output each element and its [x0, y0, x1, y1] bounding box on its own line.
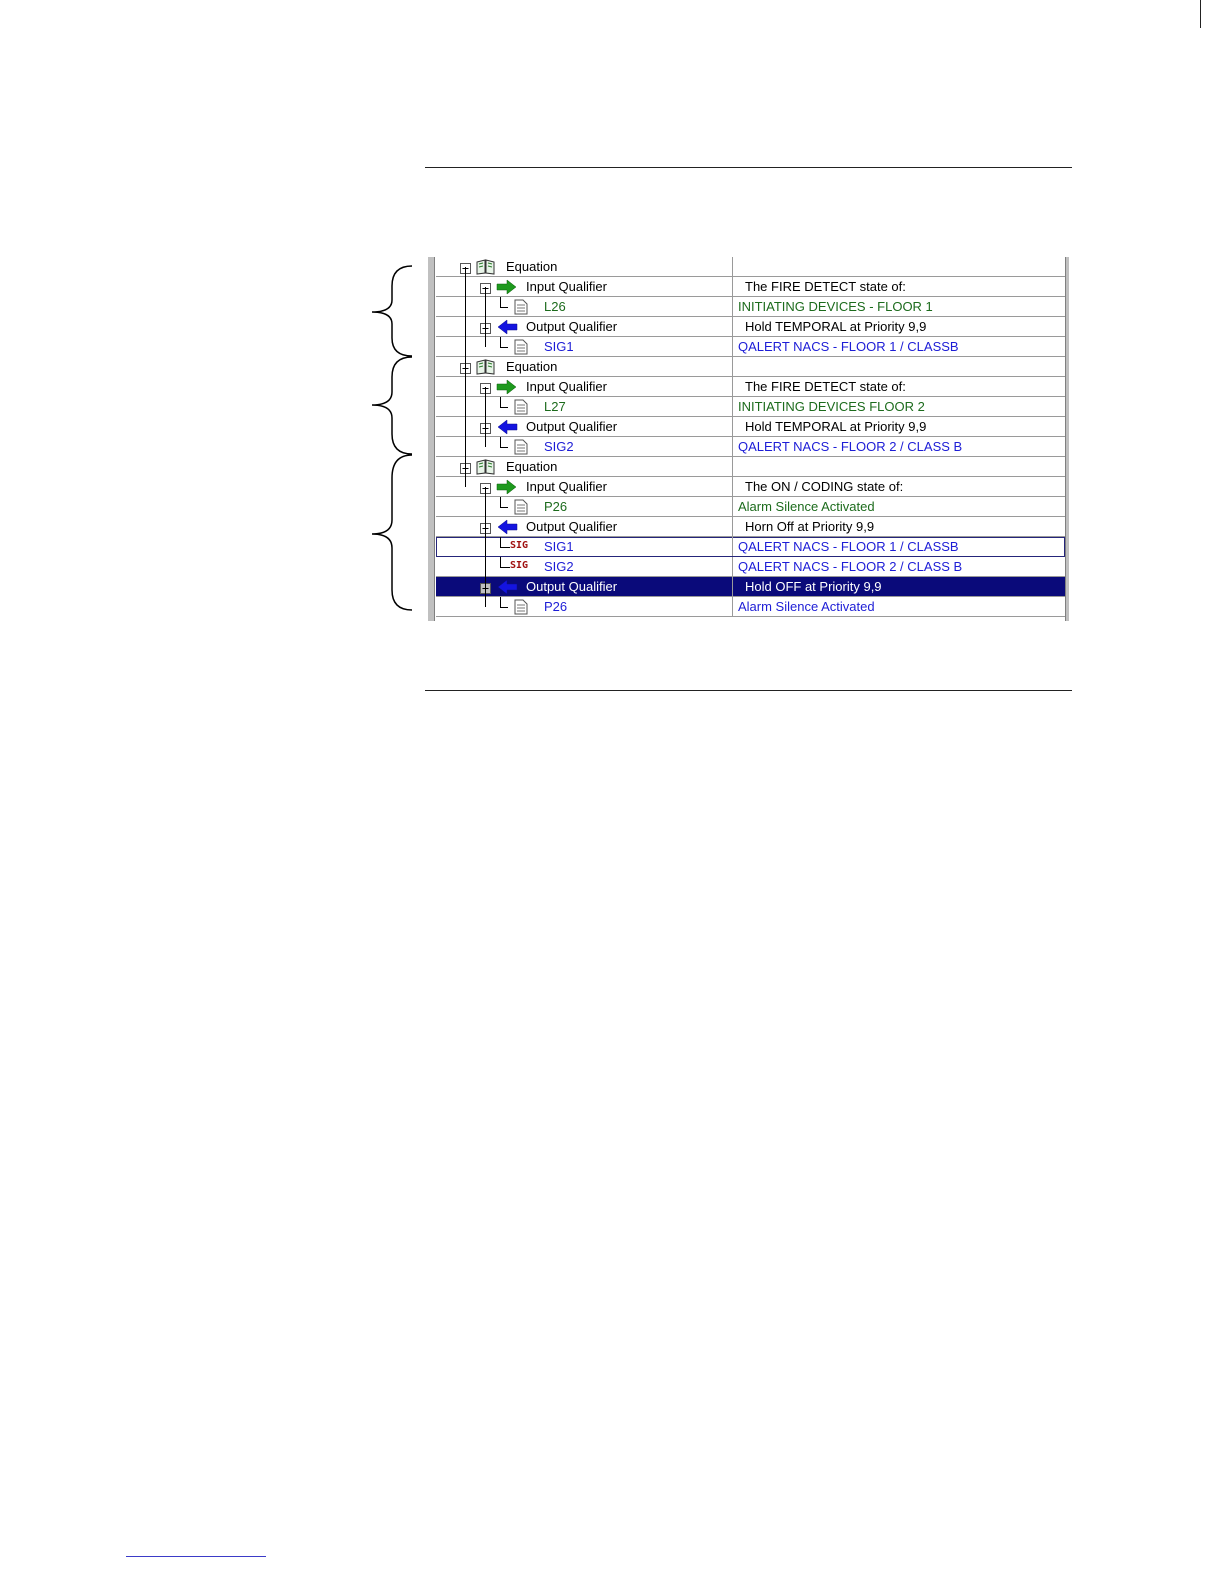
tree-row-label-cell[interactable] — [436, 517, 733, 536]
tree-row-label-cell[interactable] — [436, 257, 733, 276]
tree-row-value-cell: QALERT NACS - FLOOR 1 / CLASSB — [738, 539, 959, 554]
tree-row[interactable] — [436, 577, 1065, 597]
tree-row-value-cell: QALERT NACS - FLOOR 2 / CLASS B — [738, 559, 963, 574]
tree-node-label: SIG2 — [544, 559, 574, 574]
tree-row-label-cell[interactable] — [436, 597, 733, 616]
tree-guide-line — [485, 287, 486, 347]
tree-row-label-cell[interactable] — [436, 457, 733, 476]
brace-group-3 — [372, 455, 412, 610]
tree-row-label-cell[interactable] — [436, 557, 733, 576]
footer-rule — [126, 1556, 266, 1557]
tree-row-label-cell[interactable] — [436, 397, 733, 416]
tree-node-label: Input Qualifier — [526, 479, 607, 494]
tree-row[interactable] — [436, 397, 1065, 417]
tree-row-label-cell[interactable] — [436, 277, 733, 296]
tree-row-value-cell — [735, 257, 1068, 276]
tree-row[interactable] — [436, 557, 1065, 577]
tree-row-value-cell: QALERT NACS - FLOOR 1 / CLASSB — [738, 339, 959, 354]
tree-row[interactable] — [436, 457, 1065, 477]
brace-group-2 — [372, 357, 412, 454]
tree-row[interactable] — [436, 497, 1065, 517]
tree-node-label: L26 — [544, 299, 566, 314]
tree-guide-line — [485, 387, 486, 447]
tree-row[interactable] — [436, 357, 1065, 377]
tree-node-label: SIG1 — [544, 339, 574, 354]
tree-row-value-cell: Alarm Silence Activated — [738, 599, 875, 614]
tree-row[interactable] — [436, 277, 1065, 297]
tree-node-label: Output Qualifier — [526, 319, 618, 334]
sig-icon: SIG — [510, 560, 529, 571]
brace-group-1 — [372, 266, 412, 356]
tree-node-label: Output Qualifier — [526, 519, 618, 534]
tree-node-label: SIG1 — [544, 539, 574, 554]
tree-row-label-cell[interactable] — [436, 417, 733, 436]
tree-row-value-cell: Hold TEMPORAL at Priority 9,9 — [745, 419, 927, 434]
tree-guide-line — [465, 267, 466, 487]
tree-row-label-cell[interactable] — [436, 337, 733, 356]
tree-guide-line — [485, 487, 486, 607]
tree-node-label: Output Qualifier — [526, 579, 618, 594]
tree-row[interactable] — [436, 537, 1065, 557]
tree-node-label: Equation — [506, 359, 558, 374]
tree-node-label: Equation — [506, 459, 558, 474]
tree-row-label-cell[interactable] — [436, 377, 733, 396]
tree-row-value-cell — [735, 357, 1068, 376]
tree-row-value-cell: The FIRE DETECT state of: — [745, 379, 906, 394]
sig-icon: SIG — [510, 540, 529, 551]
tree-row[interactable] — [436, 477, 1065, 497]
tree-row[interactable] — [436, 517, 1065, 537]
tree-row[interactable] — [436, 297, 1065, 317]
tree-row-label-cell[interactable] — [436, 297, 733, 316]
tree-node-label: Input Qualifier — [526, 279, 607, 294]
tree-row-label-cell[interactable] — [436, 577, 733, 596]
tree-node-label: Output Qualifier — [526, 419, 618, 434]
tree-row-value-cell: Hold TEMPORAL at Priority 9,9 — [745, 319, 927, 334]
tree-row-label-cell[interactable] — [436, 477, 733, 496]
tree-row[interactable] — [436, 377, 1065, 397]
tree-node-label: SIG2 — [544, 439, 574, 454]
tree-row-value-cell — [735, 457, 1068, 476]
tree-row[interactable] — [436, 257, 1065, 277]
tree-row-value-cell: Horn Off at Priority 9,9 — [745, 519, 875, 534]
equation-tree-view[interactable] — [428, 257, 1070, 621]
tree-row-label-cell[interactable] — [436, 357, 733, 376]
tree-row-value-cell: QALERT NACS - FLOOR 2 / CLASS B — [738, 439, 963, 454]
tree-row-value-cell: The ON / CODING state of: — [745, 479, 904, 494]
tree-left-border — [428, 257, 435, 621]
tree-row-value-cell: Alarm Silence Activated — [738, 499, 875, 514]
tree-node-label: L27 — [544, 399, 566, 414]
tree-row-label-cell[interactable] — [436, 317, 733, 336]
tree-row[interactable] — [436, 597, 1065, 617]
tree-row[interactable] — [436, 437, 1065, 457]
tree-right-border — [1065, 257, 1069, 621]
tree-node-label: P26 — [544, 499, 568, 514]
tree-row-value-cell: INITIATING DEVICES FLOOR 2 — [738, 399, 925, 414]
tree-row-label-cell[interactable] — [436, 537, 733, 556]
tree-row-value-cell: INITIATING DEVICES - FLOOR 1 — [738, 299, 933, 314]
tree-row-label-cell[interactable] — [436, 497, 733, 516]
tree-row[interactable] — [436, 337, 1065, 357]
tree-row-value-cell: Hold OFF at Priority 9,9 — [745, 579, 882, 594]
tree-row[interactable] — [436, 417, 1065, 437]
tree-row[interactable] — [436, 317, 1065, 337]
document-icon — [514, 599, 528, 620]
tree-node-label: Equation — [506, 259, 558, 274]
tree-row-value-cell: The FIRE DETECT state of: — [745, 279, 906, 294]
tree-row-label-cell[interactable] — [436, 437, 733, 456]
tree-node-label: Input Qualifier — [526, 379, 607, 394]
tree-node-label: P26 — [544, 599, 568, 614]
